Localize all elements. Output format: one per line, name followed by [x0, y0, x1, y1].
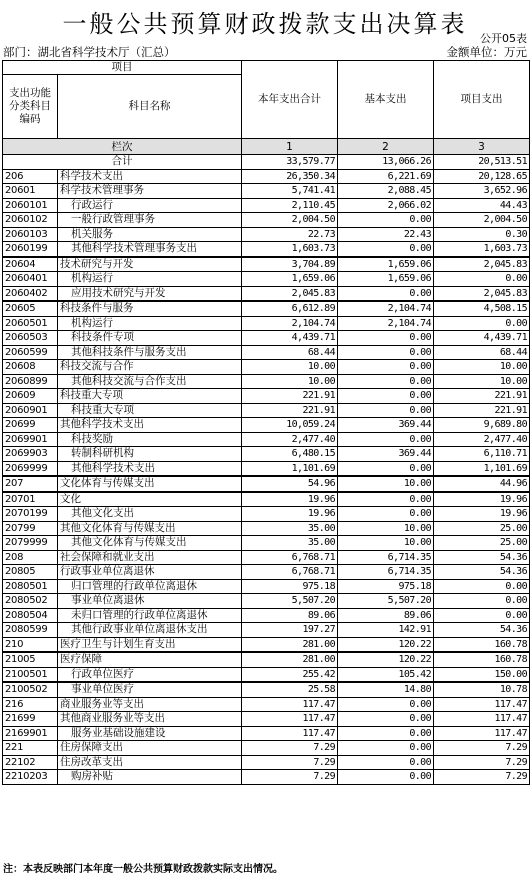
row-total: 2,004.50: [242, 213, 338, 228]
row-total: 255.42: [242, 667, 338, 682]
row-code: 2070199: [3, 507, 58, 522]
row-total: 35.00: [242, 536, 338, 551]
row-project: 0.30: [434, 227, 530, 242]
row-name: 医疗卫生与计划生育支出: [58, 637, 242, 652]
row-code: 2100502: [3, 682, 58, 697]
row-project: 2,045.83: [434, 257, 530, 272]
row-basic: 0.00: [338, 374, 434, 389]
row-name: 住房改革支出: [58, 755, 242, 770]
row-project: 9,689.80: [434, 418, 530, 433]
row-total: 19.96: [242, 492, 338, 507]
table-row: [3, 476, 530, 492]
row-code: 2060103: [3, 227, 58, 242]
table-row: [3, 565, 530, 580]
row-total: 975.18: [242, 579, 338, 594]
table-row: [3, 652, 530, 667]
total-project: 20,513.51: [434, 155, 530, 170]
row-name: 技术研究与开发: [58, 257, 242, 272]
department-label: 部门：湖北省科学技术厅（汇总）: [3, 45, 176, 59]
table-row: [3, 184, 530, 199]
row-project: 4,508.15: [434, 301, 530, 316]
row-project: 10.00: [434, 374, 530, 389]
row-name: 行政事业单位离退休: [58, 565, 242, 580]
row-name: 其他文化体育与传媒支出: [58, 536, 242, 551]
row-total: 25.58: [242, 682, 338, 697]
row-project: 117.47: [434, 697, 530, 712]
row-project: 160.78: [434, 637, 530, 652]
total-label: 合计: [3, 155, 242, 170]
row-project: 1,101.69: [434, 461, 530, 476]
table-note: 注：本表反映部门本年度一般公共预算财政拨款实际支出情况。: [3, 864, 283, 875]
row-code: 2060901: [3, 403, 58, 418]
table-row: [3, 726, 530, 741]
table-row: [3, 741, 530, 756]
row-code: 208: [3, 550, 58, 565]
row-total: 10,059.24: [242, 418, 338, 433]
row-project: 19.96: [434, 492, 530, 507]
row-basic: 2,104.74: [338, 316, 434, 331]
row-basic: 369.44: [338, 418, 434, 433]
table-row: [3, 227, 530, 242]
row-code: 20601: [3, 184, 58, 199]
row-project: 2,004.50: [434, 213, 530, 228]
lanci-label: 栏次: [3, 139, 242, 155]
row-name: 科技重大专项: [58, 403, 242, 418]
table-row: [3, 213, 530, 228]
row-total: 117.47: [242, 726, 338, 741]
row-basic: 0.00: [338, 432, 434, 447]
table-row: [3, 461, 530, 476]
row-total: 3,704.89: [242, 257, 338, 272]
row-code: 216: [3, 697, 58, 712]
row-project: 0.00: [434, 594, 530, 609]
row-total: 4,439.71: [242, 331, 338, 346]
row-name: 其他行政事业单位离退休支出: [58, 623, 242, 638]
row-basic: 105.42: [338, 667, 434, 682]
row-basic: 369.44: [338, 447, 434, 462]
table-row: [3, 257, 530, 272]
row-code: 2100501: [3, 667, 58, 682]
row-total: 5,507.20: [242, 594, 338, 609]
header-name: 科目名称: [58, 75, 242, 139]
row-name: 机构运行: [58, 316, 242, 331]
row-project: 25.00: [434, 521, 530, 536]
table-row: [3, 623, 530, 638]
row-total: 6,768.71: [242, 550, 338, 565]
row-basic: 0.00: [338, 403, 434, 418]
row-total: 6,768.71: [242, 565, 338, 580]
table-row: [3, 242, 530, 257]
row-project: 6,110.71: [434, 447, 530, 462]
row-total: 19.96: [242, 507, 338, 522]
table-row: [3, 712, 530, 727]
table-row: [3, 521, 530, 536]
row-project: 150.00: [434, 667, 530, 682]
row-basic: 0.00: [338, 697, 434, 712]
row-code: 20805: [3, 565, 58, 580]
row-name: 商业服务业等支出: [58, 697, 242, 712]
row-name: 机关服务: [58, 227, 242, 242]
row-project: 19.96: [434, 507, 530, 522]
row-code: 20608: [3, 360, 58, 375]
row-total: 6,480.15: [242, 447, 338, 462]
row-basic: 2,088.45: [338, 184, 434, 199]
row-code: 2060401: [3, 272, 58, 287]
row-code: 20605: [3, 301, 58, 316]
row-code: 210: [3, 637, 58, 652]
lanci-col2: 2: [338, 139, 434, 155]
expenditure-table: [2, 60, 530, 785]
row-project: 44.96: [434, 476, 530, 492]
row-total: 2,045.83: [242, 286, 338, 301]
header-code: 支出功能分类科目编码: [3, 75, 58, 139]
row-name: 其他科技条件与服务支出: [58, 345, 242, 360]
row-code: 2060101: [3, 198, 58, 213]
table-row: [3, 316, 530, 331]
row-total: 1,603.73: [242, 242, 338, 257]
row-basic: 10.00: [338, 476, 434, 492]
table-row: [3, 360, 530, 375]
row-name: 归口管理的行政单位离退休: [58, 579, 242, 594]
row-basic: 0.00: [338, 755, 434, 770]
row-basic: 1,659.06: [338, 257, 434, 272]
row-code: 2210203: [3, 770, 58, 785]
row-code: 20609: [3, 389, 58, 404]
table-row: [3, 550, 530, 565]
table-row: [3, 667, 530, 682]
row-basic: 10.00: [338, 536, 434, 551]
row-total: 221.91: [242, 389, 338, 404]
row-name: 科技重大专项: [58, 389, 242, 404]
table-row: [3, 389, 530, 404]
row-basic: 0.00: [338, 389, 434, 404]
row-basic: 0.00: [338, 213, 434, 228]
row-code: 206: [3, 169, 58, 184]
row-name: 服务业基础设施建设: [58, 726, 242, 741]
row-name: 转制科研机构: [58, 447, 242, 462]
row-name: 事业单位离退休: [58, 594, 242, 609]
row-total: 117.47: [242, 712, 338, 727]
lanci-col3: 3: [434, 139, 530, 155]
row-total: 7.29: [242, 770, 338, 785]
table-row: [3, 579, 530, 594]
header-total: 本年支出合计: [242, 61, 338, 139]
row-total: 1,659.06: [242, 272, 338, 287]
table-row: [3, 682, 530, 697]
row-project: 68.44: [434, 345, 530, 360]
row-code: 207: [3, 476, 58, 492]
row-basic: 22.43: [338, 227, 434, 242]
row-project: 160.78: [434, 652, 530, 667]
row-name: 行政运行: [58, 198, 242, 213]
table-row: [3, 637, 530, 652]
row-total: 26,350.34: [242, 169, 338, 184]
row-project: 54.36: [434, 565, 530, 580]
row-total: 7.29: [242, 755, 338, 770]
row-total: 89.06: [242, 608, 338, 623]
row-name: 文化: [58, 492, 242, 507]
row-code: 2060199: [3, 242, 58, 257]
row-name: 住房保障支出: [58, 741, 242, 756]
table-title: 一般公共预算财政拨款支出决算表: [62, 10, 468, 38]
row-basic: 975.18: [338, 579, 434, 594]
row-project: 117.47: [434, 726, 530, 741]
row-name: 一般行政管理事务: [58, 213, 242, 228]
table-row: [3, 770, 530, 785]
table-row: [3, 447, 530, 462]
table-row: [3, 755, 530, 770]
header-basic: 基本支出: [338, 61, 434, 139]
row-code: 20701: [3, 492, 58, 507]
row-code: 2069903: [3, 447, 58, 462]
table-row: [3, 403, 530, 418]
row-total: 54.96: [242, 476, 338, 492]
table-row: [3, 374, 530, 389]
table-row: [3, 301, 530, 316]
row-basic: 0.00: [338, 345, 434, 360]
row-name: 医疗保障: [58, 652, 242, 667]
row-project: 7.29: [434, 770, 530, 785]
row-project: 7.29: [434, 741, 530, 756]
row-total: 68.44: [242, 345, 338, 360]
row-project: 10.00: [434, 360, 530, 375]
table-row: [3, 418, 530, 433]
row-total: 1,101.69: [242, 461, 338, 476]
row-project: 221.91: [434, 389, 530, 404]
row-project: 25.00: [434, 536, 530, 551]
row-total: 221.91: [242, 403, 338, 418]
table-row: [3, 198, 530, 213]
row-basic: 0.00: [338, 726, 434, 741]
row-basic: 14.80: [338, 682, 434, 697]
row-code: 2060503: [3, 331, 58, 346]
row-name: 其他文化支出: [58, 507, 242, 522]
row-basic: 1,659.06: [338, 272, 434, 287]
row-code: 2169901: [3, 726, 58, 741]
row-code: 21005: [3, 652, 58, 667]
row-project: 3,652.96: [434, 184, 530, 199]
table-row: [3, 331, 530, 346]
row-total: 22.73: [242, 227, 338, 242]
row-name: 科技条件专项: [58, 331, 242, 346]
row-project: 2,477.40: [434, 432, 530, 447]
total-basic: 13,066.26: [338, 155, 434, 170]
row-code: 2069901: [3, 432, 58, 447]
row-name: 其他科学技术支出: [58, 418, 242, 433]
row-basic: 2,066.02: [338, 198, 434, 213]
row-basic: 5,507.20: [338, 594, 434, 609]
row-total: 10.00: [242, 374, 338, 389]
row-project: 7.29: [434, 755, 530, 770]
row-project: 221.91: [434, 403, 530, 418]
row-code: 20699: [3, 418, 58, 433]
row-basic: 0.00: [338, 712, 434, 727]
row-basic: 0.00: [338, 492, 434, 507]
table-row: [3, 286, 530, 301]
row-basic: 0.00: [338, 286, 434, 301]
table-row: [3, 608, 530, 623]
table-row: [3, 272, 530, 287]
row-project: 44.43: [434, 198, 530, 213]
row-code: 2069999: [3, 461, 58, 476]
row-code: 221: [3, 741, 58, 756]
row-name: 应用技术研究与开发: [58, 286, 242, 301]
row-total: 281.00: [242, 652, 338, 667]
table-row: [3, 697, 530, 712]
row-code: 2060501: [3, 316, 58, 331]
row-name: 科技奖励: [58, 432, 242, 447]
total-sum: 33,579.77: [242, 155, 338, 170]
row-basic: 0.00: [338, 770, 434, 785]
header-item: 项目: [3, 61, 242, 75]
row-project: 20,128.65: [434, 169, 530, 184]
table-row: [3, 432, 530, 447]
row-total: 2,104.74: [242, 316, 338, 331]
row-code: 2080501: [3, 579, 58, 594]
row-project: 0.00: [434, 579, 530, 594]
row-name: 其他科技交流与合作支出: [58, 374, 242, 389]
lanci-col1: 1: [242, 139, 338, 155]
row-project: 2,045.83: [434, 286, 530, 301]
row-basic: 0.00: [338, 360, 434, 375]
table-row: [3, 492, 530, 507]
row-basic: 0.00: [338, 331, 434, 346]
row-basic: 0.00: [338, 461, 434, 476]
row-basic: 2,104.74: [338, 301, 434, 316]
row-basic: 6,221.69: [338, 169, 434, 184]
row-project: 117.47: [434, 712, 530, 727]
row-total: 197.27: [242, 623, 338, 638]
row-basic: 0.00: [338, 507, 434, 522]
row-total: 7.29: [242, 741, 338, 756]
header-project: 项目支出: [434, 61, 530, 139]
table-row: [3, 594, 530, 609]
table-row: [3, 536, 530, 551]
row-basic: 0.00: [338, 741, 434, 756]
row-total: 281.00: [242, 637, 338, 652]
row-name: 事业单位医疗: [58, 682, 242, 697]
row-basic: 6,714.35: [338, 550, 434, 565]
row-name: 科技条件与服务: [58, 301, 242, 316]
row-name: 社会保障和就业支出: [58, 550, 242, 565]
row-code: 2060899: [3, 374, 58, 389]
row-code: 2060102: [3, 213, 58, 228]
row-basic: 0.00: [338, 242, 434, 257]
row-project: 1,603.73: [434, 242, 530, 257]
row-code: 2080502: [3, 594, 58, 609]
row-code: 20799: [3, 521, 58, 536]
row-total: 2,110.45: [242, 198, 338, 213]
row-total: 6,612.89: [242, 301, 338, 316]
row-total: 117.47: [242, 697, 338, 712]
row-name: 其他文化体育与传媒支出: [58, 521, 242, 536]
row-project: 0.00: [434, 272, 530, 287]
row-basic: 6,714.35: [338, 565, 434, 580]
row-code: 2079999: [3, 536, 58, 551]
row-code: 22102: [3, 755, 58, 770]
row-project: 0.00: [434, 316, 530, 331]
row-name: 科学技术管理事务: [58, 184, 242, 199]
row-basic: 120.22: [338, 637, 434, 652]
table-row: [3, 169, 530, 184]
row-name: 科学技术支出: [58, 169, 242, 184]
row-basic: 10.00: [338, 521, 434, 536]
row-total: 35.00: [242, 521, 338, 536]
unit-label: 金额单位：万元: [446, 45, 527, 59]
row-name: 其他科学技术支出: [58, 461, 242, 476]
row-project: 4,439.71: [434, 331, 530, 346]
row-name: 文化体育与传媒支出: [58, 476, 242, 492]
row-name: 科技交流与合作: [58, 360, 242, 375]
table-row: [3, 507, 530, 522]
row-name: 购房补贴: [58, 770, 242, 785]
row-name: 未归口管理的行政单位离退休: [58, 608, 242, 623]
row-name: 机构运行: [58, 272, 242, 287]
row-code: 21699: [3, 712, 58, 727]
row-code: 2060599: [3, 345, 58, 360]
row-total: 10.00: [242, 360, 338, 375]
table-row: [3, 345, 530, 360]
row-project: 0.00: [434, 608, 530, 623]
row-project: 54.36: [434, 550, 530, 565]
row-code: 2060402: [3, 286, 58, 301]
row-total: 2,477.40: [242, 432, 338, 447]
row-name: 其他科学技术管理事务支出: [58, 242, 242, 257]
row-project: 10.78: [434, 682, 530, 697]
row-name: 其他商业服务业等支出: [58, 712, 242, 727]
row-project: 54.36: [434, 623, 530, 638]
form-number: 公开05表: [480, 32, 527, 45]
row-basic: 142.91: [338, 623, 434, 638]
row-basic: 120.22: [338, 652, 434, 667]
row-code: 20604: [3, 257, 58, 272]
row-code: 2080599: [3, 623, 58, 638]
row-basic: 89.06: [338, 608, 434, 623]
row-code: 2080504: [3, 608, 58, 623]
row-name: 行政单位医疗: [58, 667, 242, 682]
row-total: 5,741.41: [242, 184, 338, 199]
